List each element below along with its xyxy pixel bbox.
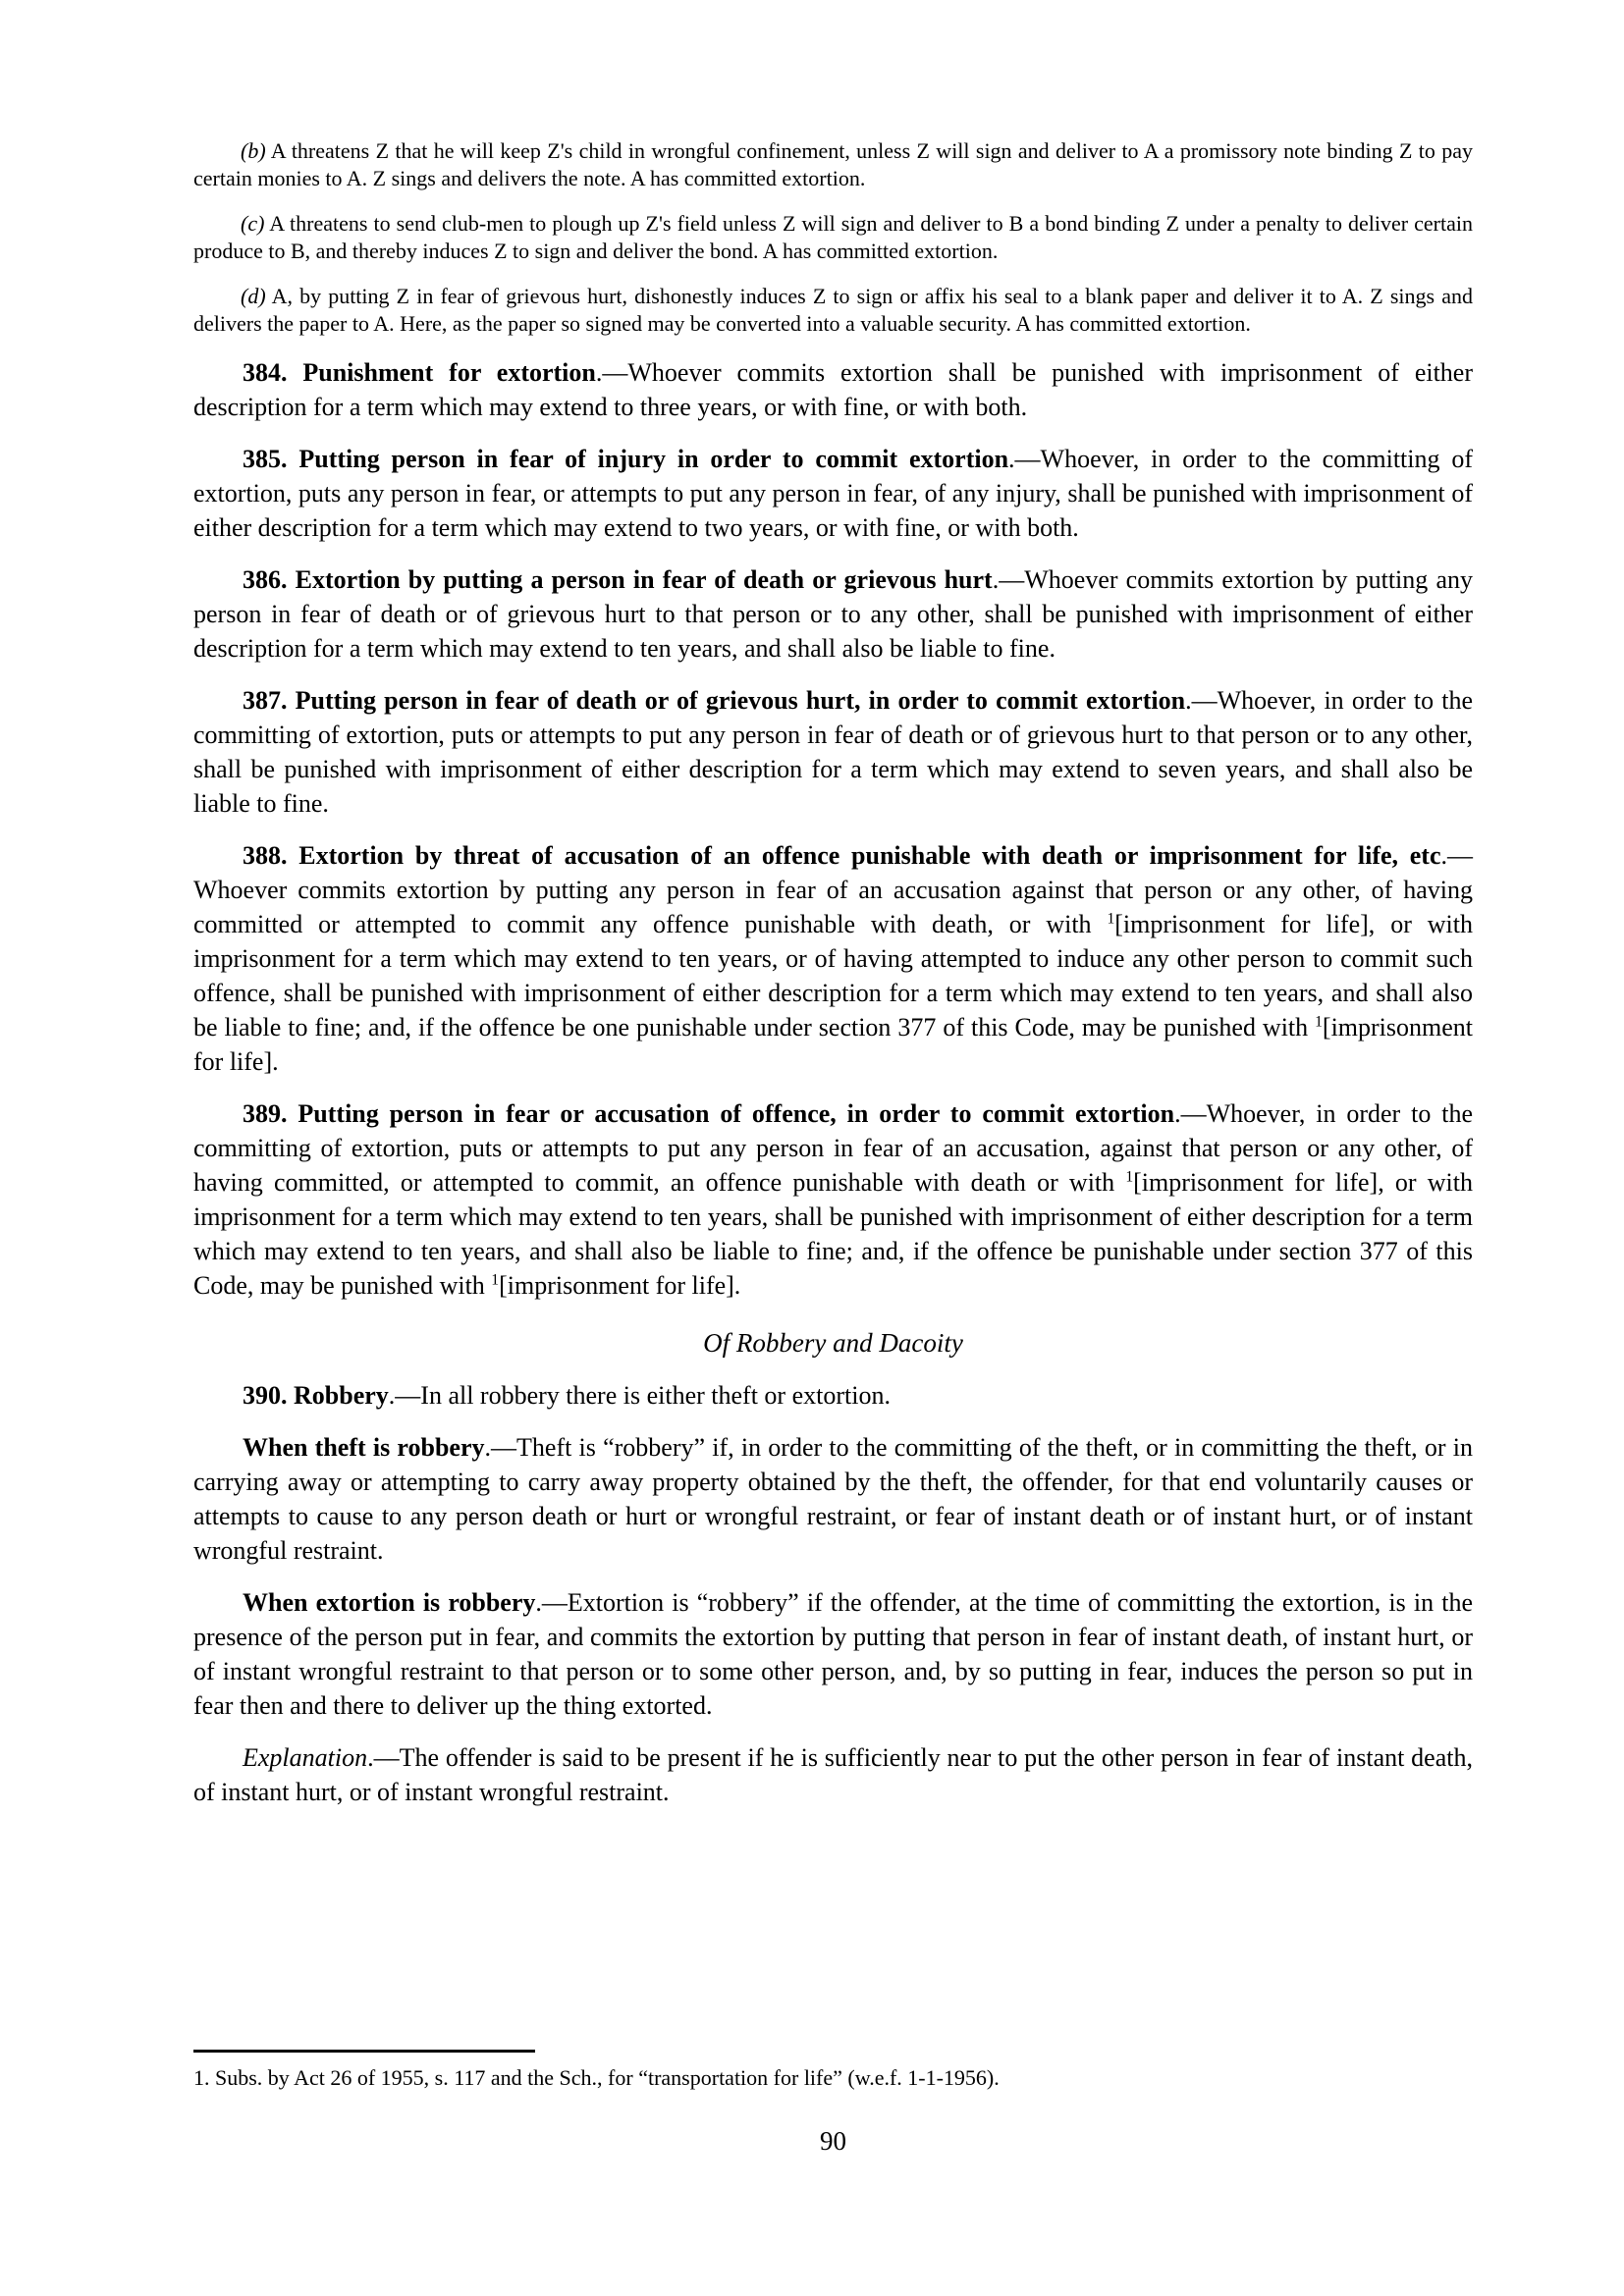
paragraph-text: A threatens to send club-men to plough up Z's field unless Z will sign and deliver to B a bond binding Z under a penalty to deliver certain produce to B, and thereby induces Z to sign and deliver the bond. A has committed extortion. (193, 211, 1473, 263)
section-text: .—In all robbery there is either theft or extortion. (388, 1381, 891, 1410)
clause-when-theft-is-robbery (193, 1430, 1473, 1568)
section-heading: 386. Extortion by putting a person in fear of death or grievous hurt (243, 565, 993, 594)
clause-when-extortion-is-robbery (193, 1585, 1473, 1723)
section-text: .—Whoever, in order to the committing of extortion, puts any person in fear, or attempts to put any person in fear, of any injury, shall be punished with imprisonment of either description for a term which may extend to two years, or with fine, or with both. (193, 445, 1473, 542)
clause-text: .—Extortion is “robbery” if the offender, at the time of committing the extortion, is in the presence of the person put in fear, and commits the extortion by putting that person in fear of instant death, of instant hurt, or of instant wrongful restraint to that person or to some other person, and, by so putting in fear, induces the person so put in fear then and there to deliver up the thing extorted. (193, 1588, 1473, 1720)
section-text: [imprisonment for life]. (499, 1271, 741, 1300)
section-390 (193, 1378, 1473, 1413)
paragraph-text: A, by putting Z in fear of grievous hurt, dishonestly induces Z to sign or affix his seal to a blank paper and deliver it to A. Z sings and delivers the paper to A. Here, as the paper so signed may be converted into a valuable security. A has committed extortion. (193, 284, 1473, 336)
footnote (193, 2050, 1473, 2092)
section-text: [imprisonment for life], or with imprisonment for a term which may extend to ten years, shall be punished with imprisonment of either description for a term which may extend to ten years, and shall also be liable to fine; and, if the offence be punishable under section 377 of this Code, may be punished with (193, 1168, 1473, 1300)
illustration-d (193, 283, 1473, 338)
illustration-b (193, 137, 1473, 192)
explanation-text: .—The offender is said to be present if he is sufficiently near to put the other person in fear of instant death, of instant hurt, or of instant wrongful restraint. (193, 1743, 1473, 1806)
clause-heading: When extortion is robbery (243, 1588, 536, 1617)
explanation-label: Explanation (243, 1743, 368, 1772)
section-heading: 385. Putting person in fear of injury in order to commit extortion (243, 445, 1009, 473)
explanation-paragraph (193, 1740, 1473, 1809)
section-387 (193, 683, 1473, 821)
illustration-label: (d) (241, 284, 266, 308)
section-389 (193, 1096, 1473, 1303)
footnote-text: 1. Subs. by Act 26 of 1955, s. 117 and the Sch., for “transportation for life” (w.e.f. 1-1-1956). (193, 2065, 1000, 2090)
section-384 (193, 355, 1473, 424)
clause-text: .—Theft is “robbery” if, in order to the committing of the theft, or in committing the theft, or in carrying away or attempting to carry away property obtained by the theft, the offender, for that end voluntarily causes or attempts to cause to any person death or hurt or wrongful restraint, or fear of instant death or of instant hurt, or of instant wrongful restraint. (193, 1433, 1473, 1565)
section-text: [imprisonment for life]. (193, 1013, 1473, 1076)
illustration-label: (b) (241, 138, 266, 163)
illustration-c (193, 210, 1473, 265)
section-text: .—Whoever commits extortion by putting any person in fear of an accusation against that person or any other, of having committed or attempted to commit any offence punishable with death, or with (193, 841, 1473, 938)
section-388 (193, 838, 1473, 1079)
section-text: [imprisonment for life], or with imprisonment for a term which may extend to ten years, or of having attempted to induce any other person to commit such offence, shall be punished with imprisonment of either description for a term which may extend to ten years, and shall also be liable to fine; and, if the offence be one punishable under section 377 of this Code, may be punished with (193, 910, 1473, 1041)
footnote-marker: 1 (491, 1271, 500, 1289)
section-heading: 390. Robbery (243, 1381, 389, 1410)
illustration-label: (c) (241, 211, 265, 236)
page-number: 90 (820, 2126, 846, 2156)
section-heading: 384. Punishment for extortion (243, 358, 596, 387)
subheading-robbery-and-dacoity (193, 1326, 1473, 1361)
footnote-separator (193, 2050, 535, 2053)
page-body (193, 137, 1473, 1827)
section-heading: 389. Putting person in fear or accusation of offence, in order to commit extortion (243, 1099, 1175, 1128)
section-386 (193, 562, 1473, 666)
footnote-marker: 1 (1125, 1168, 1134, 1186)
footnote-marker: 1 (1315, 1013, 1323, 1031)
section-heading: 388. Extortion by threat of accusation of an offence punishable with death or imprisonment for life, etc (243, 841, 1441, 870)
footnote-marker: 1 (1107, 910, 1115, 928)
subheading-text: Of Robbery and Dacoity (703, 1328, 963, 1358)
section-text: .—Whoever commits extortion by putting any person in fear of death or of grievous hurt to that person or to any other, shall be punished with imprisonment of either description for a term which may extend to ten years, and shall also be liable to fine. (193, 565, 1473, 663)
section-heading: 387. Putting person in fear of death or of grievous hurt, in order to commit extortion (243, 686, 1186, 715)
section-385 (193, 442, 1473, 545)
section-text: .—Whoever, in order to the committing of extortion, puts or attempts to put any person in fear of an accusation, against that person or any other, of having committed, or attempted to commit, an offence punishable with death or with (193, 1099, 1474, 1197)
section-text: .—Whoever commits extortion shall be punished with imprisonment of either description for a term which may extend to three years, or with fine, or with both. (193, 358, 1474, 421)
section-text: .—Whoever, in order to the committing of extortion, puts or attempts to put any person in fear of death or of grievous hurt to that person or to any other, shall be punished with imprisonment of either description for a term which may extend to seven years, and shall also be liable to fine. (193, 686, 1473, 818)
clause-heading: When theft is robbery (243, 1433, 485, 1462)
paragraph-text: A threatens Z that he will keep Z's child in wrongful confinement, unless Z will sign and deliver to A a promissory note binding Z to pay certain monies to A. Z sings and delivers the note. A has committed extortion. (193, 138, 1473, 190)
